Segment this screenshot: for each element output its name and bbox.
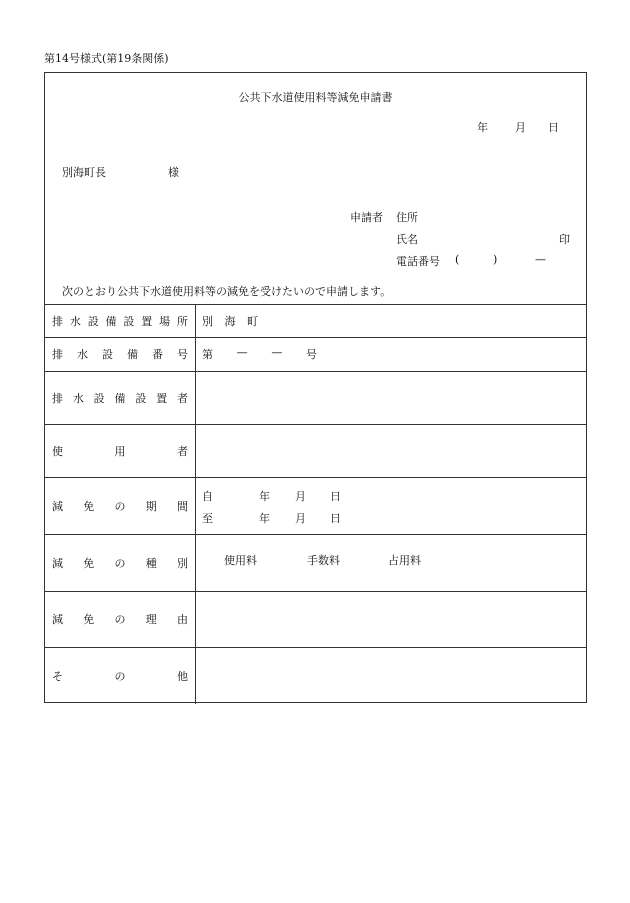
column-divider (195, 304, 196, 704)
row-divider (45, 534, 586, 535)
date-year-label: 年 (477, 121, 488, 134)
applicant-phone-label: 電話番号 (396, 255, 440, 268)
row-divider (45, 591, 586, 592)
application-form (44, 72, 587, 703)
row-label-installer: 排 水 設 備 設 置 者 (52, 392, 188, 405)
period-from-day: 日 (330, 490, 341, 503)
form-title: 公共下水道使用料等減免申請書 (238, 91, 393, 104)
period-to-prefix: 至 (202, 512, 213, 525)
period-from-month: 月 (295, 490, 306, 503)
applicant-name-label: 氏名 (396, 233, 418, 246)
row-label-installation-place: 排 水 設 備 設 置 場 所 (52, 315, 188, 328)
period-from-year: 年 (259, 490, 270, 503)
phone-paren-close: ) (493, 253, 498, 266)
option-occupancy-fee: 占用料 (388, 554, 421, 567)
seal-mark: 印 (559, 233, 570, 246)
option-handling-fee: 手数料 (307, 554, 340, 567)
period-to-day: 日 (330, 512, 341, 525)
phone-paren-open: ( (455, 253, 460, 266)
row-divider (45, 647, 586, 648)
addressee-honorific: 様 (168, 166, 179, 179)
applicant-label: 申請者 (350, 211, 383, 224)
row-divider (45, 477, 586, 478)
table-top-border (45, 304, 586, 305)
row-label-other: そ の 他 (52, 670, 188, 683)
phone-dash: — (535, 253, 546, 266)
row-label-user: 使 用 者 (52, 445, 188, 458)
row-label-exemption-period: 減 免 の 期 間 (52, 500, 188, 513)
date-day-label: 日 (548, 121, 559, 134)
row-divider (45, 371, 586, 372)
equipment-number-value: 第 — — 号 (202, 346, 317, 361)
row-label-exemption-reason: 減 免 の 理 由 (52, 613, 188, 626)
period-to-month: 月 (295, 512, 306, 525)
applicant-address-label: 住所 (396, 211, 418, 224)
application-statement: 次のとおり公共下水道使用料等の減免を受けたいので申請します。 (62, 285, 392, 298)
date-month-label: 月 (515, 121, 526, 134)
installation-place-value: 別 海 町 (202, 315, 258, 328)
row-divider (45, 337, 586, 338)
option-usage-fee: 使用料 (224, 554, 257, 567)
period-from-prefix: 自 (202, 490, 213, 503)
form-number: 第14号様式(第19条関係) (44, 52, 169, 65)
row-label-exemption-type: 減 免 の 種 別 (52, 557, 188, 570)
row-label-equipment-number: 排 水 設 備 番 号 (52, 348, 188, 361)
period-to-year: 年 (259, 512, 270, 525)
addressee-name: 別海町長 (62, 166, 106, 179)
row-divider (45, 424, 586, 425)
